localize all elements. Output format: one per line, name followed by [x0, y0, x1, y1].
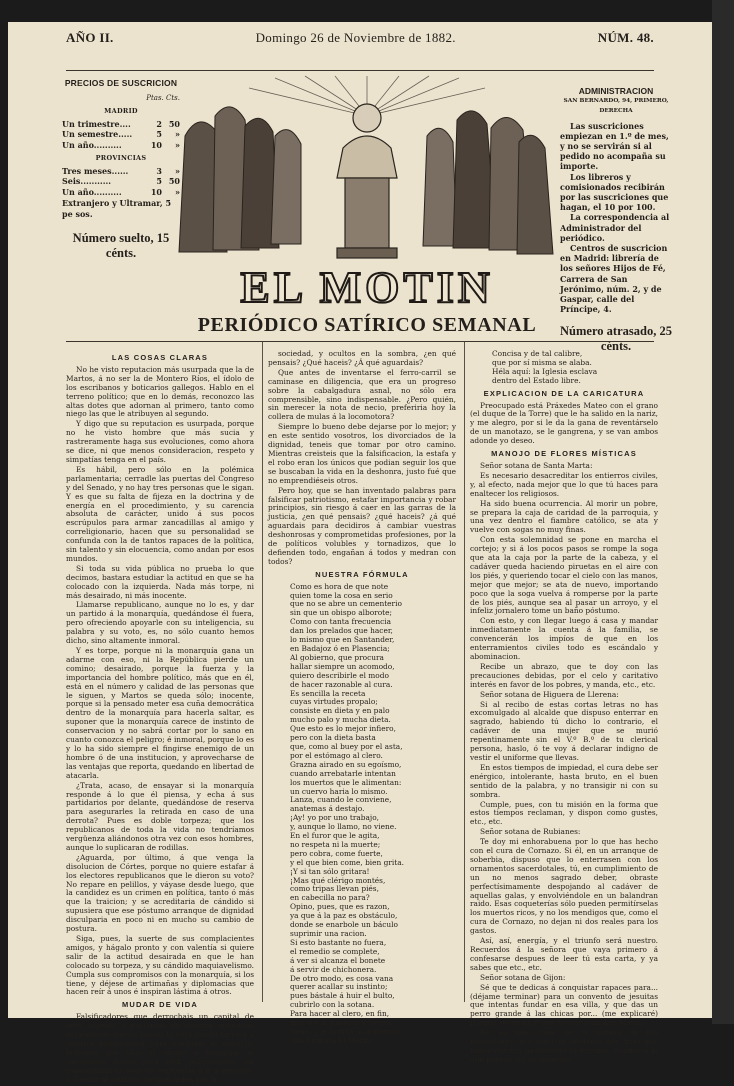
article-paragraph: Y es torpe, porque ni la monarquía gana un adarme con eso, ni la República pierde un comino; desairado, porque la fuerza y la importancia del hombre político, más que en él, está en el número y calidad de las personas que le siguen, y Martos se queda sólo; inocente, porque si la pensado meter esa cuña democrática dentro de la monarquía para hacerla saltar, es suponer que la monarquía carece de instinto de conservacion y no sabrá cortar por lo sano en cuanto conozca el peligro; é inmoral, porque lo es y lo ha sido siempre el fingirse enemigo de un hombre ó de una institucion, y aprovecharse de las ventajas que reporta, quedando en libertad de atacarla.	[66, 646, 254, 780]
madrid-price-list	[62, 119, 180, 151]
article-paragraph: Sé que te dedicas á conquistar rapaces para... (déjame terminar) para un convento de jesuitas que intentas fundar en esa villa, y que das un perro grande á las chicas por... (me explicaré) porque recen un Pater Noster y un Ave María.	[470, 982, 658, 1028]
administration-box	[560, 86, 672, 354]
price-row	[62, 166, 180, 177]
administration-notes	[560, 121, 672, 315]
article-paragraph: Es hábil, pero sólo en la polémica parlamentaria; cerradle las puertas del Congreso y del Senado, y no hay tres personas que le sigan. Y es que su falta de fijeza en la doctrina y de energía en el procedimiento, y su carencia absoluta de carácter, unido á sus pocos escrúpulos para armar zancadillas al amigo y correligionario, hacen que su personalidad se confunda con la de tantos rapaces de la política, sin talento y sin elocuencia, como andan por esos mundos.	[66, 464, 254, 563]
article-paragraph: Con esta solemnidad se pone en marcha el cortejo; y si á los pocos pasos se rompe la soga que ata la caja por la parte de la cabeza, y el cadáver queda haciendo piruetas en el aire con los piés, y queriendo tocar el cielo con las manos, mejor que mejor; se ata de nuevo, importando poco que la soga vuelva á romperse por la parte de los piés, aunque sea al pasar un arroyo, y el infeliz jornalero tome un baño póstumo.	[470, 535, 658, 616]
article-heading: EXPLICACION DE LA CARICATURA	[483, 388, 645, 398]
price-value: 5 50	[156, 176, 180, 186]
article-paragraph: Siempre lo bueno debe dejarse por lo mejor; y en este sentido vosotros, los divorciados de la dignidad, teneis que tomar por otro camino. Mientras creisteis que la falsificacion, la estafa y el robo eran los únicos que podian seguir los que se buscaban la vida en la deshonra, justo fué que no emprendiéseis otros.	[268, 422, 456, 485]
newspaper-subtitle: PERIÓDICO SATÍRICO SEMANAL	[197, 314, 537, 336]
article-paragraph: Preocupado está Práxedes Mateo con el grano (el duque de la Torre) que le ha salido en la nariz, y me alegro, por si le da la gana de reventárselo de un manotazo, se le gangrena, y se van ambos adonde yo deseo.	[470, 400, 658, 446]
column-1	[66, 350, 254, 1086]
article-heading: NUESTRA FÓRMULA	[315, 569, 409, 579]
article-paragraph: Pero hoy, que se han inventado palabras para falsificar patriotismo, estafar importancia y robar principios, sin riesgo á caer en las garras de la justicia, ¿en qué pensais? ¿qué haceis? ¿á qué aguardais para decidiros á cambiar vuestras deshonrosas y comprometidas profesiones, por la de políticos volubles y tornadizos, que lo defienden todo, engañan á todos y medran con todos?	[268, 485, 456, 566]
masthead-illustration	[175, 76, 559, 312]
poem-stanzas: Como es hora de que note quien tome la cosa en serio que no se abre un cementerio sin que un obispo alborote; Como con tanta frecuencia dan los prelados que hacer, lo mismo que en Santander, en Badajoz ó en Plasencia; Al gobierno, que procura hallar siempre un acomodo, quiero describirle el modo de hacer razonable al cura. Es sencilla la receta cuyas virtudes propalo; consiste en dieta y en palo mucho palo y mucha dieta. Que esto es lo mejor infiero, pero con la dieta basta que, como al buey por el asta, por el estómago al clero. Grazna airado en su egoísmo, cuando arrebatarle intentan los muertos que le alimentan: un cuervo haria lo mismo. Lanza, cuando le conviene, anatemas á destajo. ¡Ay! yo por uno trabajo, y, aunque lo llamo, no viene. En el furor que le agita, no respeta ni la muerte; pero cobra, come fuerte, y el que bien come, bien grita. ¡Y si tan sólo gritara! ¡Mas qué clérigo montés, como tripas llevan piés, en cabecilla no para? Opino, pues, que es razon, ya que á la paz es obstáculo, donde se enarbole un báculo suprimir una racion. Si esto bastante no fuera, el remedio se complete, á ver si alcanza el bonete á servir de chichonera. De otro modo, es cosa vana querer acallar su instinto; pues bástale á huir el bulto, cubrirlo con la sotana. Para hacer al clero, en fin, más dócil, piadoso y tierno, tiene, y le brinda al gobierno una fórmula El Motin.	[290, 581, 405, 1045]
article-paragraph: Señor sotana de Gijon:	[480, 972, 566, 982]
single-issue-price: Número suelto, 15 cénts.	[72, 231, 170, 260]
column-3	[470, 350, 658, 1066]
price-columns-header: Ptas. Cts.	[146, 93, 180, 102]
column-divider-1	[262, 342, 263, 1002]
price-value: 5 »	[156, 129, 180, 139]
article-paragraph: Y digo que su reputacion es usurpada, porque no he visto hombre que más sucia y rastreramente haga sus evoluciones, como ahora se dice, ni que menos consideracion, respeto y simpatías tenga en el país.	[66, 419, 254, 464]
price-label: Seis...........	[62, 176, 112, 186]
price-value: 3 »	[156, 165, 180, 176]
issue-number: NÚM. 48.	[597, 30, 654, 45]
madrid-heading: MADRID	[104, 107, 138, 115]
price-value: 2 50	[156, 118, 180, 129]
bust-on-pedestal	[337, 104, 397, 258]
year-label: AÑO II.	[66, 30, 114, 45]
price-label: Un semestre.....	[62, 129, 133, 139]
article-paragraph: ¿Trata, acaso, de ensayar si la monarquía responde á lo que él piensa, y echa á sus partidarios por delante, quedándose de reserva para asegurarles la retirada en caso de una derrota? Pues es doble torpeza; que los republicanos de toda la vida no tendríamos vergüenza aliándonos otra vez con esos hombres, aunque lo suplicaran de rodillas.	[66, 780, 254, 852]
article-paragraph: Si al recibo de estas cortas letras no has excomulgado al alcalde que dispuso enterrar en sagrado, habiendo tú dicho lo contrario, el cadáver de una mujer que se murió repentinamente sin el V.º B.º de tu clerical persona, haslo, ó te voy á declarar indigno de vestir el uniforme que llevas.	[470, 699, 658, 762]
price-label: Un trimestre....	[62, 118, 131, 129]
administration-paragraph: Los libreros y comisionados recibirán por las suscriciones que hagan, el 10 por 100.	[560, 171, 669, 213]
article-heading: MANOJO DE FLORES MÍSTICAS	[491, 449, 637, 459]
administration-title: ADMINISTRACION	[578, 86, 654, 96]
administration-paragraph: Centros de suscricion en Madrid: librería de los señores Hijos de Fé, Carrera de San Jerónimo, núm. 2, y de Gaspar, calle del Príncipe, 4.	[560, 243, 668, 315]
article-paragraph: Siga, pues, la suerte de sus complacientes amigos, y hágalo pronto y con valentía si quiere salir de la actitud desairada en que le han colocado su torpeza, y su cándido maquiavelismo. Cumpla sus compromisos con la monarquía, si los tiene, y déjese de artimañas y diplomacias que hacen reír á unos é inspiran lástima á otros.	[66, 934, 254, 997]
masthead-line	[66, 30, 654, 46]
poem-stanzas: Concisa y de tal calibre, que por sí misma se alaba. Héla aquí: la Iglesia esclava dentro del Estado libre.	[492, 349, 598, 385]
price-label: Tres meses......	[62, 165, 129, 176]
price-row	[62, 129, 180, 140]
issue-date: Domingo 26 de Noviembre de 1882.	[255, 30, 456, 45]
article-paragraph: No he visto reputacion más usurpada que la de Martos, á no ser la de Montero Ríos, el ídolo de los escribanos y boticarios gallegos. Hablo en el terreno político; que en lo demás, reconozco las altas dotes que adornan al primero, tanto como niego las que le atribuyen al segundo.	[66, 364, 254, 419]
article-paragraph: Señor sotana de Higuera de Llerena:	[480, 689, 619, 699]
article-paragraph: sociedad, y ocultos en la sombra, ¿en qué pensais? ¿Qué haceis? ¿Á qué aguardais?	[268, 349, 456, 367]
price-label: Un año..........	[62, 139, 122, 150]
back-issue-price: Número atrasado, 25 cénts.	[560, 324, 672, 354]
article-paragraph: Ha sido buena ocurrencia. Al morir un pobre, se prepara la caja de caridad de la parroquia, y una vez dentro el fiambre católico, se ata y vuelve con sogas no muy finas.	[470, 498, 658, 535]
administration-paragraph: Las suscriciones empiezan en 1.º de mes, y no se servirán si al pedido no acompaña su importe.	[560, 120, 669, 172]
price-row	[62, 140, 180, 151]
article-paragraph: Señor sotana de Rubianes:	[480, 827, 581, 837]
article-paragraph: Llamarse republicano, aunque no lo es, y dar un partido á la monarquía, quedándose él fuera, pero ofreciendo apoyarle con su inteligencia, su palabra y su voto, es, no sólo cuanto hemos dicho, sino altamente inmoral.	[66, 600, 254, 646]
article-paragraph: Recibe un abrazo, que te doy con las precauciones debidas, por el celo y caritativo interés en favor de los pobres, y manda, etc., etc.	[470, 661, 658, 689]
administration-paragraph: La correspondencia al Administrador del periódico.	[560, 212, 670, 243]
article-columns	[66, 349, 666, 1084]
article-paragraph: Falsificadores que derrochais un capital de arte, ingenio y paciencia en vuestra industria; estafadores que os pasais la vida dando tortura á vuestra imaginacion para asegurar el negocio; ladrones que salís al campo á desvalijar al caminante; todos para vivir pobremente, sin tranquilidad ni sosiego, expuestos á ir á presidio, ó á subir al cadalso; despreciados por la	[66, 1012, 254, 1084]
article-paragraph: Con esto, y con llegar luego á casa y mandar inmediatamente la cuenta á la familia, se convencerán los impíos de que en los enterramientos civiles todo es escándalo y abominacion.	[470, 616, 658, 661]
article-paragraph: Que antes de inventarse el ferro-carril se caminase en diligencia, que era un progreso sobre la cabalgadura asnal, no sólo era comprensible, sino indispensable. ¿Pero quién, sin merecer la nota de necio, preferiria hoy la collera de mulas á la locomotora?	[268, 367, 456, 422]
subtitle-rule	[66, 341, 654, 342]
subscription-box	[62, 78, 180, 261]
provinces-heading: PROVINCIAS	[95, 154, 147, 162]
price-row	[62, 176, 180, 187]
column-2	[268, 350, 456, 1047]
subscription-title: PRECIOS DE SUSCRICION	[64, 78, 178, 88]
province-price-list	[62, 166, 180, 198]
article-paragraph: No es que dude de la pureza de tus intenciones, no; pero te advierto que irías por mejor camino gastándote tu fortuna, regular á lo que parece, no en niñerías,	[470, 1028, 658, 1064]
article-paragraph: Señor sotana de Santa Marta:	[480, 460, 593, 470]
article-paragraph: Cumple, pues, con tu misión en la forma que estos tiempos reclaman, y dispon como gustes, etc., etc.	[470, 799, 658, 827]
article-paragraph: Es necesario desacreditar los entierros civiles, y, al efecto, nada mejor que lo que tú haces para enaltecer los religiosos.	[470, 470, 658, 498]
administration-address: SAN BERNARDO, 94, PRIMERO, DERECHA	[563, 98, 669, 115]
article-heading: LAS COSAS CLARAS	[111, 353, 209, 362]
price-value: 10 »	[150, 139, 180, 150]
scanner-edge	[712, 0, 734, 1024]
column-divider-2	[464, 342, 465, 1002]
article-paragraph: ¿Aguarda, por último, á que venga la disolucion de Córtes, porque no quiere estafar á los electores republicanos que le dieron su voto? No repare en pelillos, y váyase desde luego, que la candidez es un crimen en política, tanto ó más que la traicion; y se acreditaria de cándido si supusiera que ese póstumo arranque de dignidad disculparia en poco ni en mucho su cambio de postura.	[66, 852, 254, 934]
price-label: Un año..........	[62, 186, 122, 197]
article-paragraph: Así, así, energía, y el triunfo será nuestro. Recuerdos á la señora que vaya primero á confesarse despues de leer tú esta carta, y ya sabes que etc., etc.	[470, 936, 658, 972]
abroad-price: Extranjero y Ultramar, 5 pe sos.	[62, 198, 172, 219]
price-value: 10 »	[150, 186, 180, 197]
price-row	[62, 187, 180, 198]
article-heading: MUDAR DE VIDA	[121, 1000, 199, 1010]
price-row	[62, 119, 180, 130]
article-paragraph: Si toda su vida pública no prueba lo que decimos, bastara estudiar la actitud en que se ha colocado con la izquierda. Nada más torpe, ni más desairado, ni más inocente.	[66, 563, 254, 600]
article-paragraph: Te doy mi enhorabuena por lo que has hecho con el cura de Cornazo. Si él, en un arranque de soberbia, dispuso que lo enterrasen con los ornamentos sacerdotales, tú, en cumplimiento de un no menos sagrado deber, obraste perfectísimamente despojando al cadáver de aquellas galas, y envolviéndole en un balandran raido. Esas coqueterías sólo pueden permitírselas los muertos ricos, y no los mendigos que, como el cura de Cornazo, no dejan ni dos reales para los gastos.	[470, 837, 658, 936]
title-logo: EL MOTIN	[240, 263, 494, 312]
article-paragraph: En estos tiempos de impiedad, el cura debe ser enérgico, intolerante, hasta bruto, en el buen sentido de la palabra, y no transigir ni con su sombra.	[470, 762, 658, 799]
masthead-rule	[66, 70, 654, 71]
